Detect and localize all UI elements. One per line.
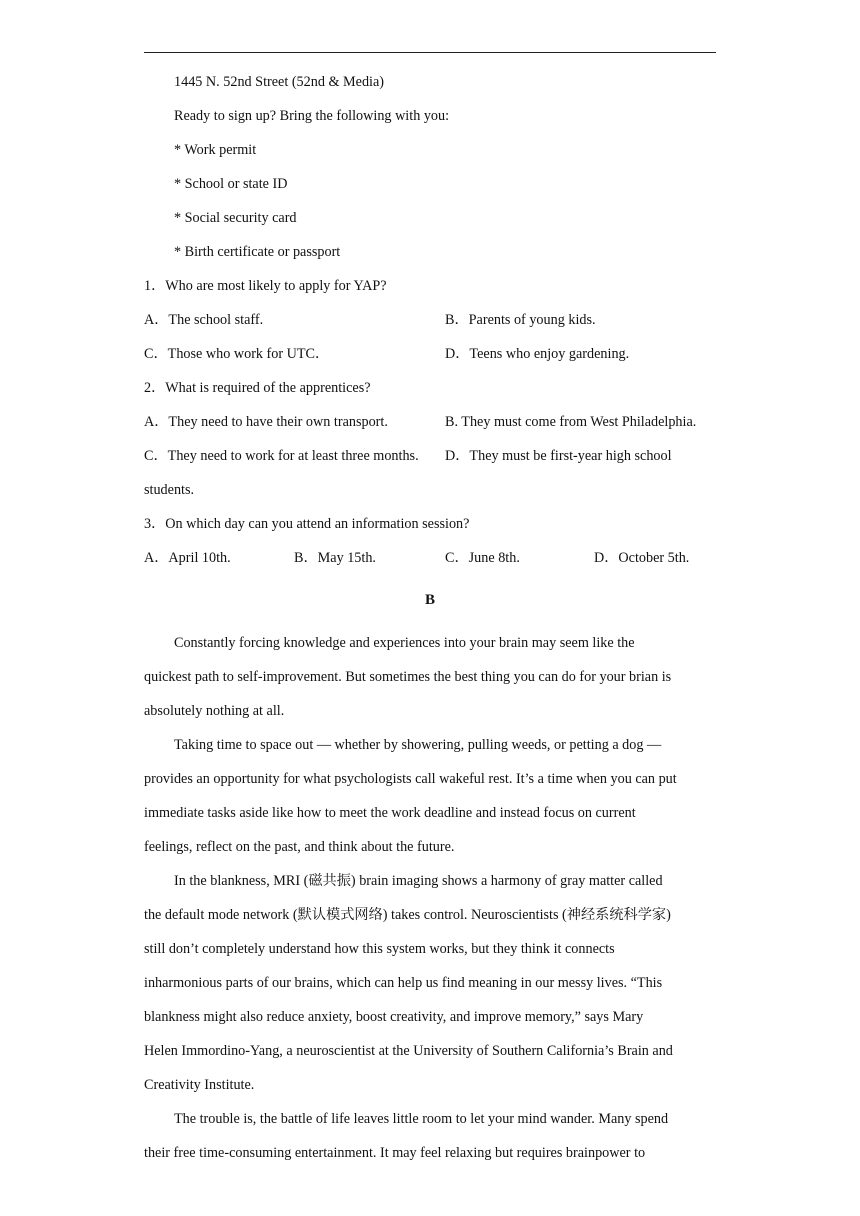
paragraph bbox=[144, 626, 716, 728]
option-d[interactable]: D．They must be first-year high school bbox=[445, 448, 672, 464]
paragraph-line: absolutely nothing at all. bbox=[144, 703, 285, 719]
paragraph-line: feelings, reflect on the past, and think about the future. bbox=[144, 839, 455, 855]
header-rule bbox=[144, 52, 716, 53]
option-c[interactable]: C．June 8th. bbox=[445, 550, 520, 566]
document-body bbox=[144, 65, 716, 1170]
paragraph-line: In the blankness, MRI (磁共振) brain imaging shows a harmony of gray matter called bbox=[174, 873, 663, 889]
option-c[interactable]: C．Those who work for UTC． bbox=[144, 346, 330, 362]
question-2-stem: 2．What is required of the apprentices? bbox=[144, 380, 371, 396]
option-d[interactable]: D．Teens who enjoy gardening. bbox=[445, 346, 630, 362]
option-d-continued: students. bbox=[144, 482, 195, 498]
paragraph-line: Helen Immordino-Yang, a neuroscientist at the University of Southern California’s Brain and bbox=[144, 1043, 673, 1059]
option-a[interactable]: A．April 10th. bbox=[144, 550, 231, 566]
signup-intro: Ready to sign up? Bring the following with you: bbox=[174, 108, 450, 124]
paragraph-line: Creativity Institute. bbox=[144, 1077, 255, 1093]
question-1-options-row-1 bbox=[144, 303, 716, 337]
address-line: 1445 N. 52nd Street (52nd & Media) bbox=[174, 74, 385, 90]
paragraph bbox=[144, 1102, 716, 1170]
question-1-options-row-2 bbox=[144, 337, 716, 371]
question-3-options-row bbox=[144, 541, 716, 575]
paragraph-line: Taking time to space out — whether by showering, pulling weeds, or petting a dog — bbox=[174, 737, 662, 753]
paragraph-line: immediate tasks aside like how to meet the work deadline and instead focus on current bbox=[144, 805, 636, 821]
option-d[interactable]: D．October 5th. bbox=[594, 550, 690, 566]
paragraph-line: blankness might also reduce anxiety, boost creativity, and improve memory,” says Mary bbox=[144, 1009, 644, 1025]
signup-item: * School or state ID bbox=[174, 176, 288, 192]
option-a[interactable]: A．The school staff. bbox=[144, 312, 264, 328]
paragraph-line: quickest path to self-improvement. But sometimes the best thing you can do for your brian is bbox=[144, 669, 672, 685]
paragraph-line: The trouble is, the battle of life leaves little room to let your mind wander. Many spend bbox=[174, 1111, 669, 1127]
question-1-stem: 1．Who are most likely to apply for YAP? bbox=[144, 278, 387, 294]
question-2-options-row-2 bbox=[144, 439, 716, 473]
section-heading: B bbox=[424, 592, 435, 608]
question-3-stem: 3．On which day can you attend an information session? bbox=[144, 516, 470, 532]
option-a[interactable]: A．They need to have their own transport. bbox=[144, 414, 388, 430]
paragraph bbox=[144, 864, 716, 1102]
option-c[interactable]: C．They need to work for at least three months. bbox=[144, 448, 419, 464]
option-b[interactable]: B．Parents of young kids. bbox=[445, 312, 596, 328]
signup-item: * Birth certificate or passport bbox=[174, 244, 341, 260]
paragraph-line: Constantly forcing knowledge and experiences into your brain may seem like the bbox=[174, 635, 635, 651]
paragraph-line: the default mode network (默认模式网络) takes control. Neuroscientists (神经系统科学家) bbox=[144, 907, 671, 923]
option-b[interactable]: B. They must come from West Philadelphia. bbox=[445, 414, 697, 430]
paragraph-line: inharmonious parts of our brains, which can help us find meaning in our messy lives. “This bbox=[144, 975, 663, 991]
question-2-options-row-1 bbox=[144, 405, 716, 439]
paragraph-line: their free time-consuming entertainment. It may feel relaxing but requires brainpower to bbox=[144, 1145, 646, 1161]
paragraph-line: still don’t completely understand how this system works, but they think it connects bbox=[144, 941, 615, 957]
signup-item: * Social security card bbox=[174, 210, 297, 226]
signup-item: * Work permit bbox=[174, 142, 257, 158]
paragraph-line: provides an opportunity for what psychologists call wakeful rest. It’s a time when you can put bbox=[144, 771, 677, 787]
option-b[interactable]: B．May 15th. bbox=[294, 550, 376, 566]
paragraph bbox=[144, 728, 716, 864]
